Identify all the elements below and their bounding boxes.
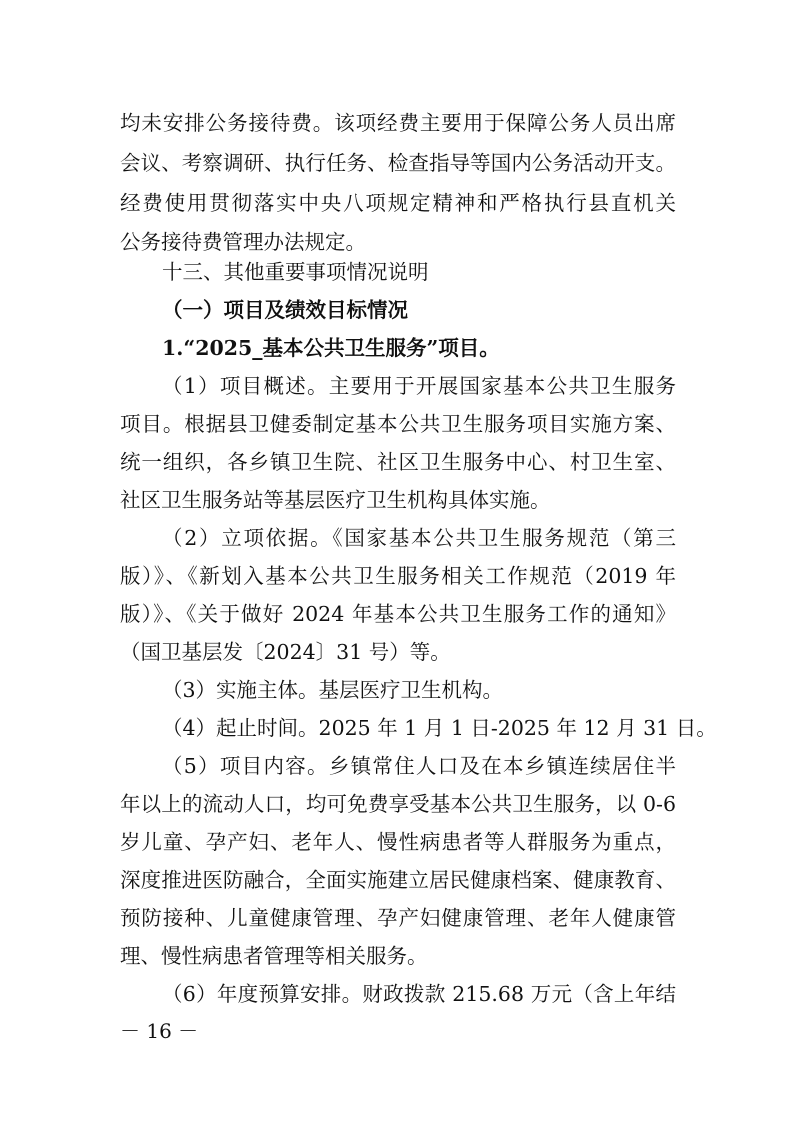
paragraph-first-line: （2）立项依据。《国家基本公共卫生服务规范（第三 [162,526,676,550]
body-text-line: 版）》、《新划入基本公共卫生服务相关工作规范（2019 年 [120,564,676,588]
page-number: － 16 － [120,1019,199,1043]
subsection-heading: （一）项目及绩效目标情况 [162,298,408,322]
paragraph-first-line: （6）年度预算安排。财政拨款 215.68 万元（含上年结 [162,982,676,1006]
body-text-line: 岁儿童、孕产妇、老年人、慢性病患者等人群服务为重点， [120,830,676,854]
body-text-line: 预防接种、儿童健康管理、孕产妇健康管理、老年人健康管 [120,906,676,930]
body-text-line: 均未安排公务接待费。该项经费主要用于保障公务人员出席 [120,111,676,135]
paragraph-first-line: （4）起止时间。2025 年 1 月 1 日-2025 年 12 月 31 日。 [162,716,717,740]
body-text-line: （国卫基层发〔2024〕31 号）等。 [120,640,451,664]
body-text-line: 版）》、《关于做好 2024 年基本公共卫生服务工作的通知》 [120,602,676,626]
section-heading: 十三、其他重要事项情况说明 [162,260,429,284]
body-text-line: 深度推进医防融合，全面实施建立居民健康档案、健康教育、 [120,868,676,892]
project-heading: 1.“2025_基本公共卫生服务”项目。 [162,336,500,360]
body-text-line: 理、慢性病患者管理等相关服务。 [120,944,428,968]
body-text-line: 社区卫生服务站等基层医疗卫生机构具体实施。 [120,488,551,512]
paragraph-first-line: （3）实施主体。基层医疗卫生机构。 [162,678,504,702]
body-text-line: 会议、考察调研、执行任务、检查指导等国内公务活动开支。 [120,151,676,175]
body-text-line: 公务接待费管理办法规定。 [120,230,366,254]
body-text-line: 年以上的流动人口，均可免费享受基本公共卫生服务，以 0-6 [120,792,676,816]
body-text-line: 经费使用贯彻落实中央八项规定精神和严格执行县直机关 [120,191,676,215]
body-text-line: 项目。根据县卫健委制定基本公共卫生服务项目实施方案、 [120,412,676,436]
body-text-line: 统一组织，各乡镇卫生院、社区卫生服务中心、村卫生室、 [120,450,676,474]
paragraph-first-line: （5）项目内容。乡镇常住人口及在本乡镇连续居住半 [162,754,676,778]
paragraph-first-line: （1）项目概述。主要用于开展国家基本公共卫生服务 [162,374,676,398]
